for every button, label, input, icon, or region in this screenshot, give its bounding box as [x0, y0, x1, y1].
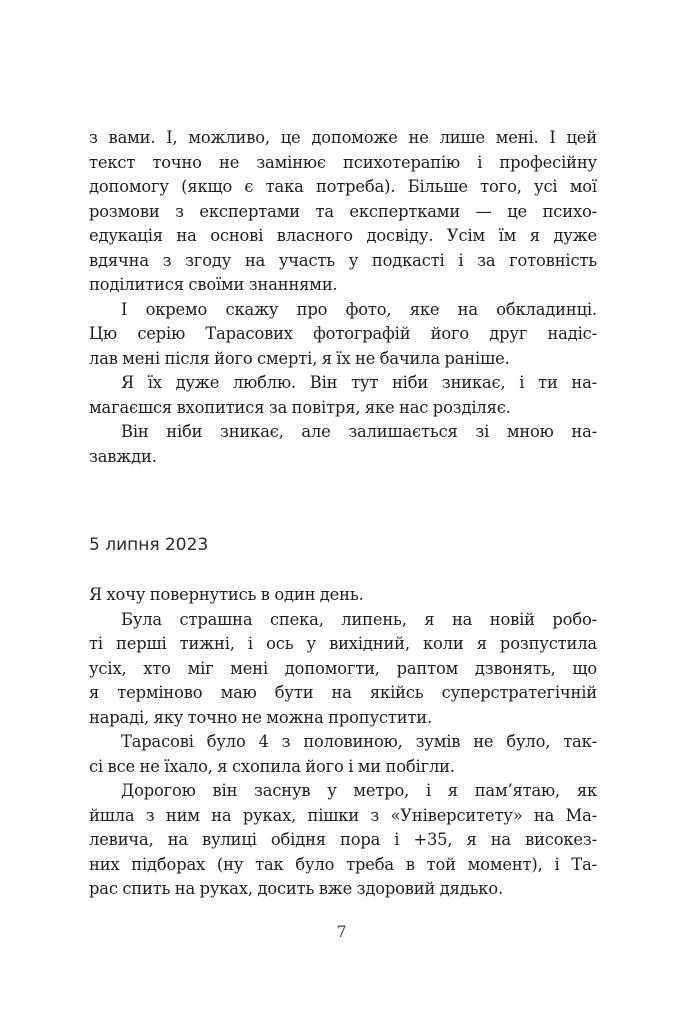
text-line: Була страшна спека, липень, я на новій робо-	[121, 609, 597, 629]
text-line: я терміново маю бути на якійсь суперстратегічній	[89, 683, 597, 702]
text-line: едукація на основі власного досвіду. Усім їм я дуже	[89, 226, 597, 245]
paragraph	[89, 583, 597, 608]
text-line: Я хочу повернутись в один день.	[89, 585, 364, 604]
date-heading: 5 липня 2023	[89, 535, 209, 555]
text-line: усіх, хто міг мені допомогти, раптом дзвонять, що	[89, 658, 597, 678]
paragraph	[89, 126, 597, 298]
text-line: вдячна з згоду на участь у подкасті і за готовність	[89, 250, 597, 270]
body-text-section-1	[89, 126, 597, 469]
text-line: Цю серію Тарасових фотографій його друг надіс-	[89, 324, 597, 343]
body-text-section-2	[89, 583, 597, 902]
text-line: сі все не їхало, я схопила його і ми побігли.	[89, 756, 455, 776]
text-line: завжди.	[89, 446, 157, 466]
text-line: них підборах (ну так було треба в той момент), і Та-	[89, 854, 597, 874]
text-line: Тарасові було 4 з половиною, зумів не було, так-	[121, 732, 597, 751]
text-line: лав мені після його смерті, я їх не бачила раніше.	[89, 348, 510, 368]
page-number: 7	[336, 922, 347, 941]
paragraph	[89, 779, 597, 902]
paragraph	[89, 371, 597, 420]
paragraph	[89, 298, 597, 372]
text-line: магаєшся вхопитися за повітря, яке нас розділяє.	[89, 397, 511, 417]
text-line: нараді, яку точно не можна пропустити.	[89, 707, 433, 727]
text-line: йшла з ним на руках, пішки з «Університету» на Ма-	[89, 805, 597, 825]
text-line: з вами. І, можливо, це допоможе не лише мені. І цей	[89, 128, 597, 147]
paragraph	[89, 420, 597, 469]
paragraph	[89, 608, 597, 731]
text-line: Дорогою він заснув у метро, і я пам’ятаю, як	[121, 781, 597, 800]
text-line: розмови з експертами та експертками — це психо-	[89, 201, 597, 221]
text-line: Він ніби зникає, але залишається зі мною на-	[121, 422, 597, 441]
text-line: І окремо скажу про фото, яке на обкладинці.	[121, 299, 597, 319]
text-line: текст точно не замінює психотерапію і професійну	[89, 152, 597, 172]
text-line: допомогу (якщо є така потреба). Більше того, усі мої	[89, 177, 597, 196]
text-line: рас спить на руках, досить вже здоровий дядько.	[89, 879, 504, 898]
paragraph	[89, 730, 597, 779]
text-line: поділитися своїми знаннями.	[89, 275, 338, 294]
text-line: левича, на вулиці обідня пора і +35, я на високез-	[89, 830, 597, 849]
text-line: ті перші тижні, і ось у вихідний, коли я розпустила	[89, 634, 597, 653]
text-line: Я їх дуже люблю. Він тут ніби зникає, і ти на-	[121, 373, 597, 392]
